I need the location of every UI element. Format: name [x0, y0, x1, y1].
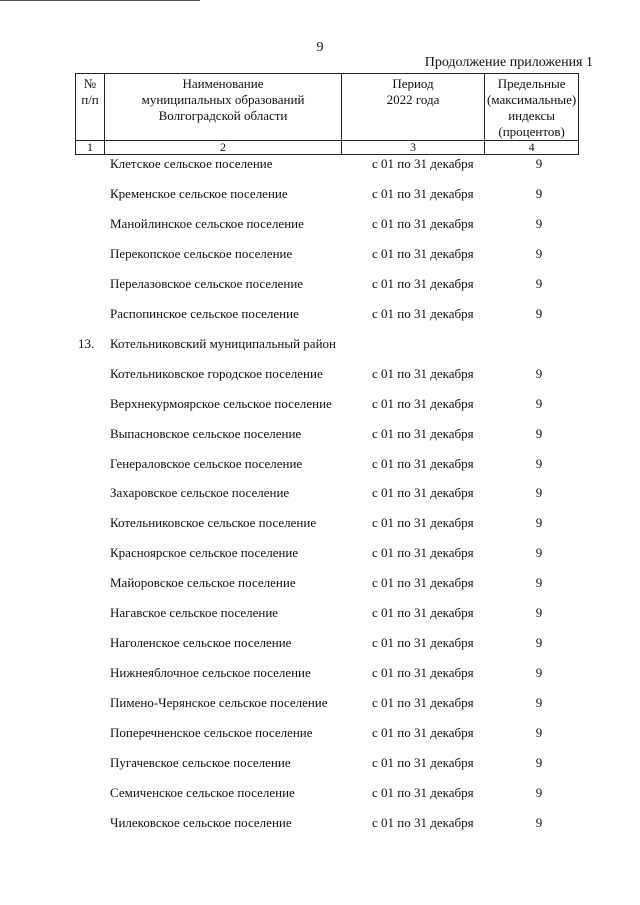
index-cell: 9 [535, 186, 543, 201]
municipality-name: Кременское сельское поселение [110, 186, 288, 201]
header-period: Период 2022 года [342, 74, 485, 141]
index-cell: 9 [535, 456, 543, 471]
municipality-name: Поперечненское сельское поселение [110, 725, 313, 740]
period-cell: с 01 по 31 декабря [372, 575, 474, 590]
table-row [0, 695, 640, 715]
appendix-continuation-note: Продолжение приложения 1 [424, 55, 593, 70]
table-row [0, 815, 640, 835]
period-cell: с 01 по 31 декабря [372, 815, 474, 830]
index-cell: 9 [535, 635, 543, 650]
table-row [0, 156, 640, 176]
municipality-name: Нижнеяблочное сельское поселение [110, 665, 311, 680]
index-cell: 9 [535, 575, 543, 590]
index-cell: 9 [535, 246, 543, 261]
municipality-name: Котельниковский муниципальный район [110, 336, 336, 351]
municipality-name: Манойлинское сельское поселение [110, 216, 304, 231]
table-row [0, 485, 640, 505]
period-cell: с 01 по 31 декабря [372, 785, 474, 800]
period-cell: с 01 по 31 декабря [372, 515, 474, 530]
table-row [0, 366, 640, 386]
municipality-name: Выпасновское сельское поселение [110, 426, 302, 441]
index-cell: 9 [535, 276, 543, 291]
period-cell: с 01 по 31 декабря [372, 276, 474, 291]
table-row [0, 575, 640, 595]
municipality-name: Чилековское сельское поселение [110, 815, 292, 830]
municipality-name: Котельниковское сельское поселение [110, 515, 317, 530]
period-cell: с 01 по 31 декабря [372, 485, 474, 500]
index-cell: 9 [535, 755, 543, 770]
period-cell: с 01 по 31 декабря [372, 635, 474, 650]
period-cell: с 01 по 31 декабря [372, 426, 474, 441]
period-cell: с 01 по 31 декабря [372, 695, 474, 710]
column-number-3: 3 [342, 141, 485, 155]
index-cell: 9 [535, 366, 543, 381]
municipality-name: Верхнекурмоярское сельское поселение [110, 396, 332, 411]
index-cell: 9 [535, 725, 543, 740]
header-number: № п/п [76, 74, 105, 141]
column-number-1: 1 [76, 141, 105, 155]
municipality-name: Клетское сельское поселение [110, 156, 273, 171]
table-row [0, 545, 640, 565]
table-row [0, 246, 640, 266]
municipality-name: Перекопское сельское поселение [110, 246, 293, 261]
table-row [0, 785, 640, 805]
index-cell: 9 [535, 216, 543, 231]
index-cell: 9 [535, 156, 543, 171]
period-cell: с 01 по 31 декабря [372, 396, 474, 411]
index-cell: 9 [535, 485, 543, 500]
header-row [76, 74, 579, 141]
period-cell: с 01 по 31 декабря [372, 665, 474, 680]
period-cell: с 01 по 31 декабря [372, 366, 474, 381]
table-row [0, 396, 640, 416]
table-row [0, 276, 640, 296]
table-row [0, 456, 640, 476]
column-number-2: 2 [105, 141, 342, 155]
table-row [0, 426, 640, 446]
scan-edge-line [0, 0, 200, 1]
header-municipality-name: Наименование муниципальных образований Волгоградской области [105, 74, 342, 141]
municipality-name: Захаровское сельское поселение [110, 485, 290, 500]
municipality-name: Перелазовское сельское поселение [110, 276, 304, 291]
municipality-name: Котельниковское городское поселение [110, 366, 323, 381]
index-cell: 9 [535, 396, 543, 411]
page-number: 9 [316, 40, 324, 55]
municipality-name: Генераловское сельское поселение [110, 456, 303, 471]
table-header [75, 73, 579, 155]
index-cell: 9 [535, 515, 543, 530]
period-cell: с 01 по 31 декабря [372, 605, 474, 620]
index-cell: 9 [535, 815, 543, 830]
period-cell: с 01 по 31 декабря [372, 456, 474, 471]
column-number-4: 4 [485, 141, 579, 155]
table-row [0, 755, 640, 775]
municipality-name: Пугачевское сельское поселение [110, 755, 291, 770]
table-row [0, 635, 640, 655]
column-numbers-row [76, 141, 579, 155]
municipality-name: Семиченское сельское поселение [110, 785, 295, 800]
index-cell: 9 [535, 426, 543, 441]
table-row [0, 186, 640, 206]
municipality-name: Красноярское сельское поселение [110, 545, 299, 560]
table-row [0, 605, 640, 625]
index-cell: 9 [535, 665, 543, 680]
index-cell: 9 [535, 605, 543, 620]
index-cell: 9 [535, 695, 543, 710]
table-row [0, 725, 640, 745]
row-number: 13. [78, 336, 95, 351]
municipality-name: Распопинское сельское поселение [110, 306, 299, 321]
table-row [0, 336, 640, 356]
municipality-name: Нагавское сельское поселение [110, 605, 279, 620]
table-row [0, 665, 640, 685]
table-row [0, 306, 640, 326]
index-cell: 9 [535, 545, 543, 560]
index-cell: 9 [535, 306, 543, 321]
period-cell: с 01 по 31 декабря [372, 186, 474, 201]
period-cell: с 01 по 31 декабря [372, 156, 474, 171]
header-max-index: Предельные (максимальные) индексы (процентов) [485, 74, 579, 141]
period-cell: с 01 по 31 декабря [372, 306, 474, 321]
municipality-name: Майоровское сельское поселение [110, 575, 296, 590]
table-row [0, 216, 640, 236]
index-cell: 9 [535, 785, 543, 800]
table-row [0, 515, 640, 535]
municipality-name: Наголенское сельское поселение [110, 635, 292, 650]
period-cell: с 01 по 31 декабря [372, 755, 474, 770]
period-cell: с 01 по 31 декабря [372, 216, 474, 231]
period-cell: с 01 по 31 декабря [372, 246, 474, 261]
period-cell: с 01 по 31 декабря [372, 545, 474, 560]
period-cell: с 01 по 31 декабря [372, 725, 474, 740]
municipality-name: Пимено-Черянское сельское поселение [110, 695, 328, 710]
